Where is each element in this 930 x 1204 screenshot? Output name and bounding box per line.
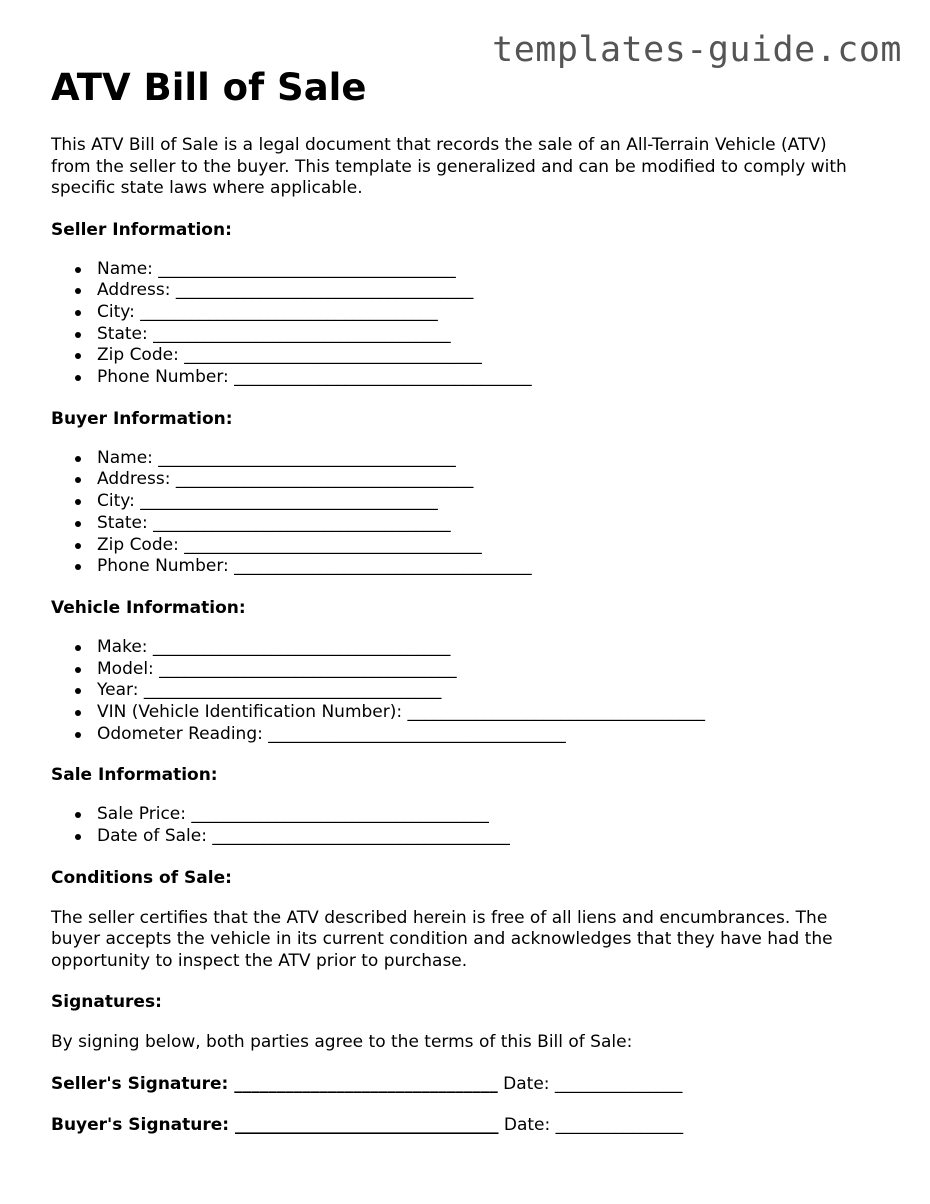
conditions-section-heading: Conditions of Sale:	[51, 867, 232, 888]
buyer-signature-date: Date: _______________	[498, 1114, 684, 1135]
buyer-zip-field: Zip Code: ___________________________________	[97, 535, 871, 557]
buyer-city-field: City: ___________________________________	[97, 491, 871, 513]
seller-section-heading: Seller Information:	[51, 219, 232, 240]
buyer-phone-field: Phone Number: ___________________________________	[97, 556, 871, 578]
seller-fields-list	[51, 259, 871, 389]
seller-zip-field: Zip Code: ___________________________________	[97, 345, 871, 367]
seller-city-field: City: ___________________________________	[97, 302, 871, 324]
seller-signature-line	[51, 1073, 871, 1095]
seller-signature-label: Seller's Signature: _______________________________	[51, 1073, 498, 1094]
vehicle-make-field: Make: ___________________________________	[97, 637, 871, 659]
buyer-signature-line	[51, 1114, 871, 1136]
vehicle-fields-list	[51, 637, 871, 746]
buyer-section-heading: Buyer Information:	[51, 408, 233, 429]
buyer-state-field: State: ___________________________________	[97, 513, 871, 535]
buyer-address-field: Address: ___________________________________	[97, 469, 871, 491]
vehicle-odometer-field: Odometer Reading: ___________________________________	[97, 724, 871, 746]
sale-section-heading: Sale Information:	[51, 765, 218, 786]
watermark: templates-guide.com	[492, 30, 902, 70]
vehicle-vin-field: VIN (Vehicle Identification Number): ___________________________________	[97, 702, 871, 724]
vehicle-year-field: Year: ___________________________________	[97, 680, 871, 702]
document-page	[51, 0, 871, 1136]
seller-name-field: Name: ___________________________________	[97, 259, 871, 281]
buyer-name-field: Name: ___________________________________	[97, 448, 871, 470]
buyer-signature-label: Buyer's Signature: _______________________________	[51, 1114, 499, 1135]
buyer-fields-list	[51, 448, 871, 578]
signatures-paragraph: By signing below, both parties agree to the terms of this Bill of Sale:	[51, 1032, 633, 1053]
sale-fields-list	[51, 804, 871, 847]
vehicle-section-heading: Vehicle Information:	[51, 597, 246, 618]
intro-paragraph: This ATV Bill of Sale is a legal document that records the sale of an All-Terrain Vehicle (ATV) from the seller to the buyer. This template is generalized and can be modified to comply with specific state laws where applicable.	[51, 135, 847, 198]
signatures-section-heading: Signatures:	[51, 992, 162, 1013]
seller-state-field: State: ___________________________________	[97, 324, 871, 346]
vehicle-model-field: Model: ___________________________________	[97, 659, 871, 681]
seller-phone-field: Phone Number: ___________________________________	[97, 367, 871, 389]
page-title: ATV Bill of Sale	[51, 66, 367, 109]
sale-price-field: Sale Price: ___________________________________	[97, 804, 871, 826]
conditions-paragraph: The seller certifies that the ATV described herein is free of all liens and encumbrances. The buyer accepts the vehicle in its current condition and acknowledges that they have had the opportunity to inspect the ATV prior to purchase.	[51, 907, 833, 971]
seller-signature-date: Date: _______________	[497, 1073, 683, 1094]
sale-date-field: Date of Sale: ___________________________________	[97, 826, 871, 848]
seller-address-field: Address: ___________________________________	[97, 280, 871, 302]
